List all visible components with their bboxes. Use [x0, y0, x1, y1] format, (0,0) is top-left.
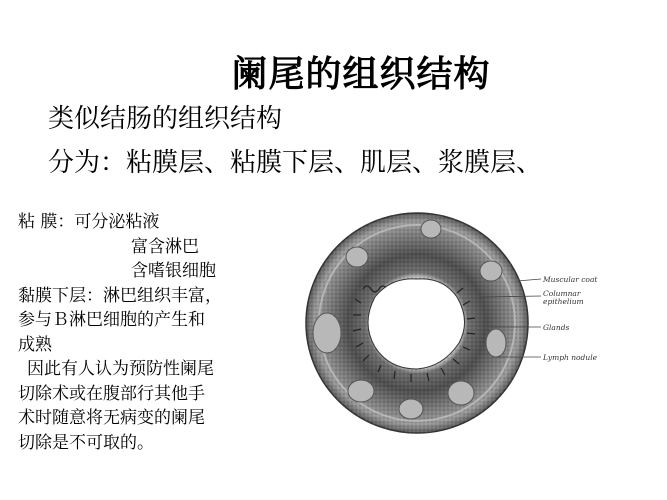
- note-maturation: 成熟: [18, 334, 52, 355]
- note-b-cell: 参与Ｂ淋巴细胞的产生和: [18, 310, 205, 330]
- note-argentaffin: 含嗜银细胞: [131, 261, 216, 281]
- label-lymph-nodule: Lymph nodule: [543, 353, 598, 362]
- note-conclusion-1: 因此有人认为预防性阑尾: [27, 359, 214, 379]
- note-conclusion-2: 切除术或在腹部行其他手: [18, 383, 205, 404]
- note-conclusion-3: 术时随意将无病变的阑尾: [18, 408, 205, 428]
- appendix-cross-section-figure: [291, 193, 607, 446]
- label-epithelium: epithelium: [543, 297, 584, 306]
- bullet-layers: 分为：粘膜层、粘膜下层、肌层、浆膜层、: [48, 148, 543, 178]
- label-muscular-coat: Muscular coat: [543, 275, 598, 284]
- notes-block: [18, 210, 293, 455]
- note-submucosa: 黏膜下层：淋巴组织丰富，: [18, 285, 222, 306]
- label-glands: Glands: [543, 323, 570, 332]
- label-columnar: Columnar: [543, 289, 581, 298]
- note-conclusion-4: 切除是不可取的。: [18, 432, 154, 453]
- slide-title: 阑尾的组织结构: [231, 54, 491, 95]
- bullet-structure-similar: 类似结肠的组织结构: [48, 104, 283, 134]
- note-mucosa: 粘 膜：可分泌粘液: [18, 212, 160, 232]
- note-lymph-rich: 富含淋巴: [131, 236, 199, 257]
